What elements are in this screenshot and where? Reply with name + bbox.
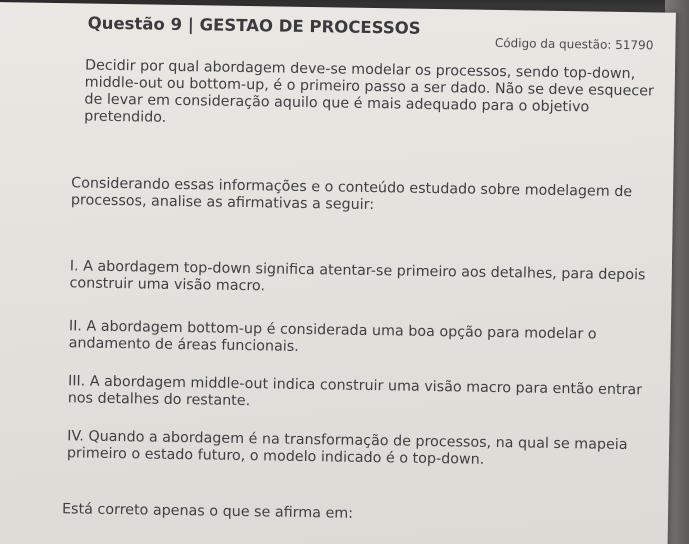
question-code: Código da questão: 51790	[494, 35, 654, 53]
question-header	[87, 14, 657, 53]
question-title: Questão 9 | GESTAO DE PROCESSOS	[87, 13, 421, 38]
intro-paragraph: Decidir por qual abordagem deve-se modelar os processos, sendo top-down, middle-out ou bottom-up, é o primeiro passo a ser dado. Não se deve esquecer de levar em consideração aquilo que é mais adequado para o objetivo pretendido.	[84, 57, 654, 126]
statement-i: I. A abordagem top-down significa atentar-se primeiro aos detalhes, para depois construir uma visão macro.	[69, 258, 646, 295]
question-sheet	[0, 2, 676, 544]
statement-iv: IV. Quando a abordagem é na transformação de processos, na qual se mapeia primeiro o estado futuro, o modelo indicado é o top-down.	[66, 428, 628, 468]
closing-question: Está correto apenas o que se afirma em:	[61, 501, 354, 522]
instruction-paragraph: Considerando essas informações e o conteúdo estudado sobre modelagem de processos, analise as afirmativas a seguir:	[70, 175, 633, 214]
statement-ii: II. A abordagem bottom-up é considerada uma boa opção para modelar o andamento de áreas funcionais.	[68, 318, 597, 355]
statement-iii: III. A abordagem middle-out indica construir uma visão macro para então entrar nos detalhes do restante.	[67, 373, 643, 410]
